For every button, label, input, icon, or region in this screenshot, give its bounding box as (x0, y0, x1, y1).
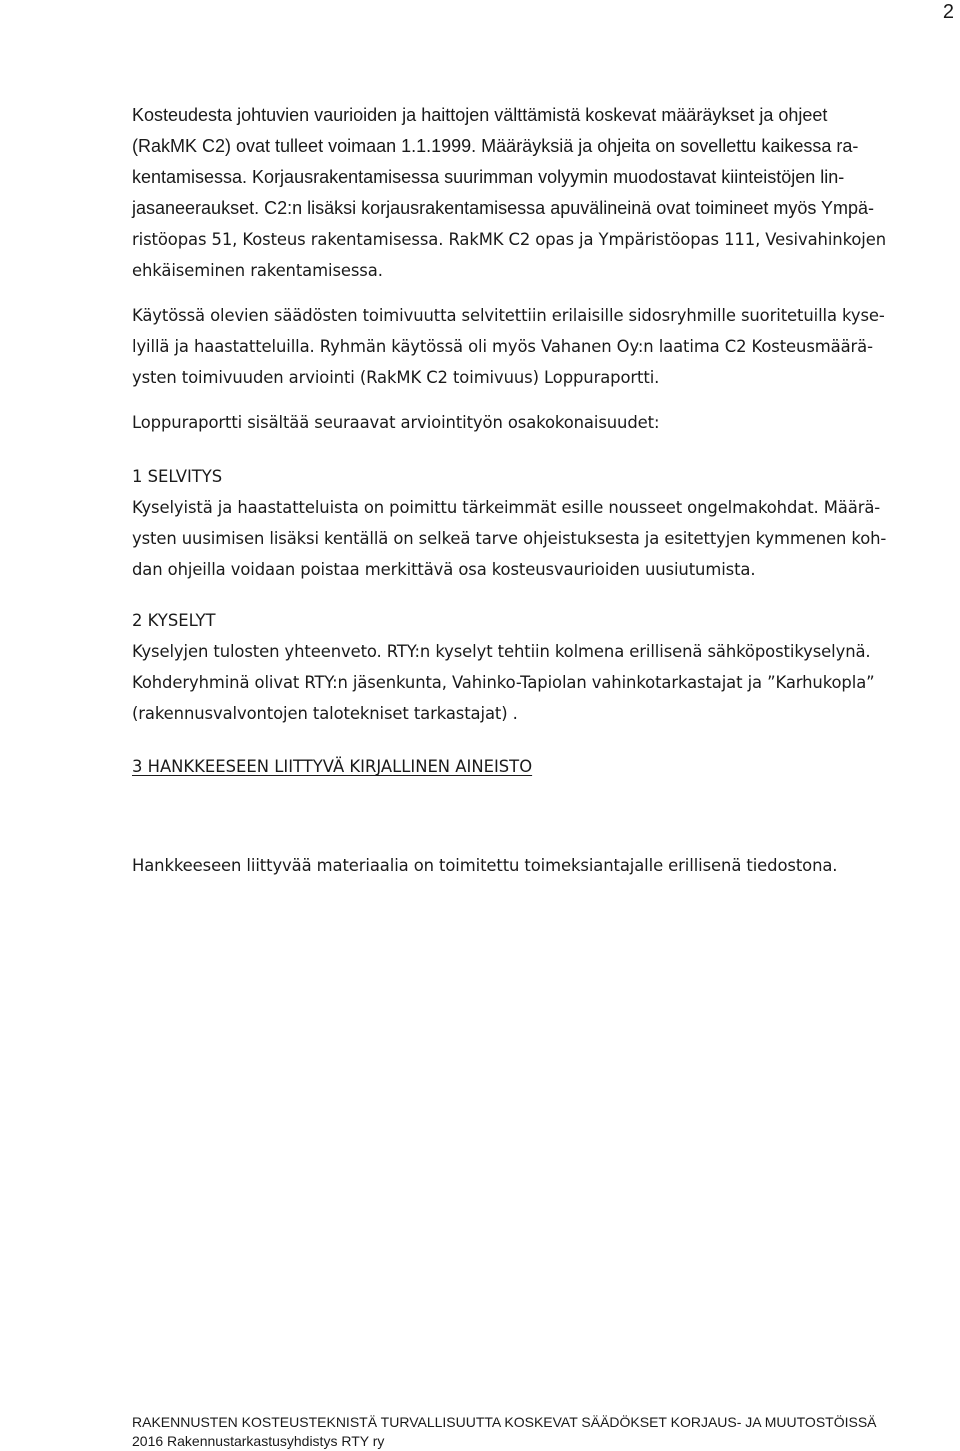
paragraph-survey (132, 300, 954, 393)
paragraph-line: ristöopas 51, Kosteus rakentamisessa. RakMK C2 opas ja Ympäristöopas 111, Vesivahinkojen (132, 230, 887, 249)
document-body (132, 100, 954, 881)
paragraph-line: ysten uusimisen lisäksi kentällä on selkeä tarve ohjeistuksesta ja esitettyjen kymmenen koh- (132, 529, 887, 548)
paragraph-report-contents (132, 407, 954, 438)
page-footer (132, 1413, 877, 1451)
section-aineisto (132, 751, 954, 881)
paragraph-line: kentamisessa. Korjausrakentamisessa suurimman volyymin muodostavat kiinteistöjen lin- (132, 167, 845, 187)
paragraph-line: ysten toimivuuden arviointi (RakMK C2 toimivuus) Loppuraportti. (132, 368, 660, 387)
paragraph-line: jasaneeraukset. C2:n lisäksi korjausrakentamisessa apuvälineinä ovat toimineet myös Ympä- (132, 198, 875, 218)
paragraph-line: Hankkeeseen liittyvää materiaalia on toimitettu toimeksiantajalle erillisenä tiedostona. (132, 856, 838, 875)
section-heading: 2 KYSELYT (132, 611, 216, 630)
paragraph-regulations (132, 100, 954, 286)
paragraph-line: Kosteudesta johtuvien vaurioiden ja haittojen välttämistä koskevat määräykset ja ohjeet (132, 105, 828, 125)
paragraph-line: Kohderyhminä olivat RTY:n jäsenkunta, Vahinko-Tapiolan vahinkotarkastajat ja ”Karhukopla” (132, 673, 875, 692)
footer-title: RAKENNUSTEN KOSTEUSTEKNISTÄ TURVALLISUUTTA KOSKEVAT SÄÄDÖKSET KORJAUS- JA MUUTOSTÖISSÄ (132, 1414, 877, 1430)
paragraph-line: (rakennusvalvontojen talotekniset tarkastajat) . (132, 704, 518, 723)
section-heading: 1 SELVITYS (132, 467, 223, 486)
paragraph-line: Loppuraportti sisältää seuraavat arviointityön osakokonaisuudet: (132, 413, 660, 432)
paragraph-line: ehkäiseminen rakentamisessa. (132, 261, 383, 280)
paragraph-line: Kyselyistä ja haastatteluista on poimittu tärkeimmät esille nousseet ongelmakohdat. Määrä- (132, 498, 881, 517)
page-number: 2 (942, 1, 954, 23)
paragraph-line: dan ohjeilla voidaan poistaa merkittävä osa kosteusvaurioiden uusiutumista. (132, 560, 756, 579)
paragraph-line: lyillä ja haastatteluilla. Ryhmän käytössä oli myös Vahanen Oy:n laatima C2 Kosteusmäärä- (132, 337, 873, 356)
footer-copyright: 2016 Rakennustarkastusyhdistys RTY ry (132, 1433, 385, 1449)
section-kyselyt (132, 605, 954, 729)
paragraph-line: Käytössä olevien säädösten toimivuutta selvitettiin erilaisille sidosryhmille suoritetuilla kyse- (132, 306, 885, 325)
section-heading: 3 HANKKEESEEN LIITTYVÄ KIRJALLINEN AINEISTO (132, 757, 533, 776)
paragraph-line: (RakMK C2) ovat tulleet voimaan 1.1.1999. Määräyksiä ja ohjeita on sovellettu kaikessa ra- (132, 136, 859, 156)
section-selvitys (132, 461, 954, 585)
paragraph-line: Kyselyjen tulosten yhteenveto. RTY:n kyselyt tehtiin kolmena erillisenä sähköpostikyselynä. (132, 642, 871, 661)
